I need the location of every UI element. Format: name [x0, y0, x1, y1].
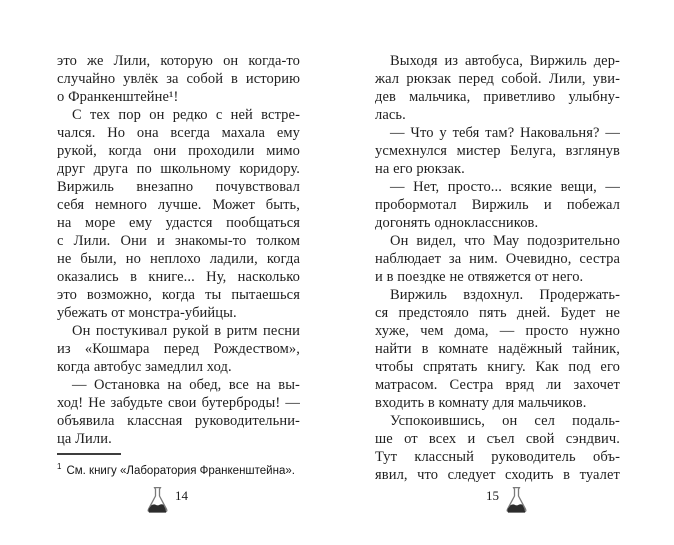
page-right-footer — [486, 486, 527, 517]
text-line: Тут классный руководитель объ- — [375, 449, 620, 465]
text-line: и в поездке не отвяжется от него. — [375, 269, 584, 285]
text-line: друг друга по школьному коридору. — [57, 161, 300, 177]
page-left-footer — [147, 486, 188, 517]
text-line: хуже, чем дома, — просто нужно — [375, 323, 620, 339]
text-line: входить в комнату для мальчиков. — [375, 395, 587, 411]
text-line: матрасом. Сестра вряд ли захочет — [375, 377, 620, 393]
text-line: оказались в книге... Ну, насколько — [57, 269, 300, 285]
text-line: когда автобус замедлил ход. — [57, 359, 232, 375]
page-number: 15 — [486, 488, 499, 503]
text-line: пробормотал Виржиль и побежал — [375, 197, 620, 213]
text-line: — Что у тебя там? Наковальня? — — [390, 125, 620, 141]
page-number: 14 — [175, 488, 188, 503]
text-line: убежать от монстра-убийцы. — [57, 305, 237, 321]
text-line: — Нет, просто... всякие вещи, — — [390, 179, 620, 195]
text-line: лась. — [375, 107, 406, 123]
footnote-body: См. книгу «Лаборатория Франкенштейна». — [66, 464, 295, 477]
text-line: Виржиль внезапно почувствовал — [57, 179, 300, 195]
text-line: дев мальчика, приветливо улыбну- — [375, 89, 620, 105]
text-line: ся предстояло пять дней. Будет не — [375, 305, 620, 321]
text-line: С тех пор он редко с ней встре- — [72, 107, 300, 123]
text-line: явил, что следует сходить в туалет — [375, 467, 620, 483]
footnote — [57, 453, 307, 478]
text-line: чался. Но она всегда махала ему — [57, 125, 300, 141]
text-line: Он видел, что Мау подозрительно — [390, 233, 620, 249]
footnote-marker: 1 — [57, 462, 62, 471]
text-line: Успокоившись, он сел подаль- — [390, 413, 620, 429]
text-line: с Лили. Они и знакомы-то толком — [57, 233, 300, 249]
text-line: ход! Не забудьте свои бутерброды! — — [57, 395, 300, 411]
text-line: себя немного лучше. Может быть, — [57, 197, 300, 213]
text-line: — Остановка на обед, все на вы- — [72, 377, 300, 393]
text-line: это же Лили, которую он когда-то — [57, 53, 300, 69]
text-line: усмехнулся мистер Белуга, взглянув — [375, 143, 620, 159]
text-line: о Франкенштейне¹! — [57, 89, 179, 105]
text-line: случайно увлёк за собой в историю — [57, 71, 300, 87]
text-line: Виржиль вздохнул. Продержать- — [390, 287, 620, 303]
text-line: жал рюкзак перед собой. Лили, уви- — [375, 71, 620, 87]
footnote-rule — [57, 453, 121, 455]
text-line: на море ему удастся пообщаться — [57, 215, 300, 231]
text-line: это возможно, когда ты пытаешься — [57, 287, 300, 303]
text-line: из «Кошмара перед Рождеством», — [57, 341, 300, 357]
page-left-text — [57, 52, 300, 448]
flask-icon — [506, 486, 527, 517]
text-line: рукой, когда они проходили мимо — [57, 143, 300, 159]
text-line: не были, но неплохо ладили, когда — [57, 251, 300, 267]
text-line: наблюдает за ним. Очевидно, сестра — [375, 251, 620, 267]
text-line: догонять одноклассников. — [375, 215, 539, 231]
text-line: Он постукивал рукой в ритм песни — [72, 323, 300, 339]
text-line: ца Лили. — [57, 431, 112, 447]
text-line: на его рюкзак. — [375, 161, 465, 177]
footnote-text — [57, 460, 307, 478]
flask-icon — [147, 486, 168, 517]
text-line: ше от всех и съел свой сэндвич. — [375, 431, 620, 447]
text-line: объявила классная руководительни- — [57, 413, 300, 429]
text-line: чтобы спрятать книгу. Как под его — [375, 359, 620, 375]
text-line: Выходя из автобуса, Виржиль дер- — [390, 53, 620, 69]
page-right-text — [375, 52, 620, 484]
text-line: найти в комнате надёжный тайник, — [375, 341, 620, 357]
